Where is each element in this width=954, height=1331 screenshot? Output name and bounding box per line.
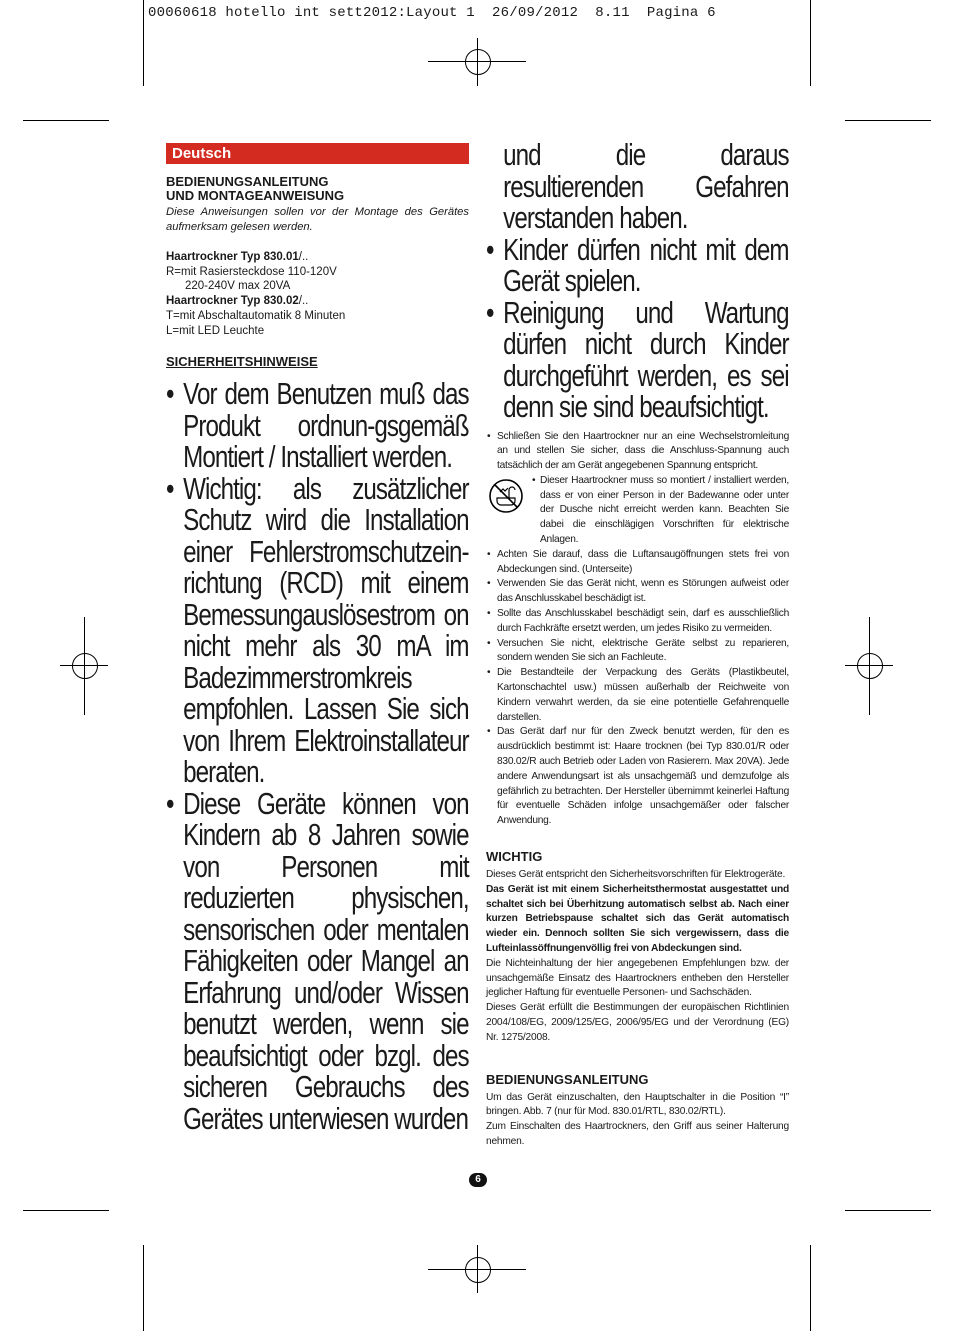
list-item: • Sollte das Anschlusskabel beschädigt sein, darf es ausschließlich durch Fachkräfte ersetzt werden, um jedes Risiko zu vermeiden. xyxy=(486,607,789,637)
safety-list-continued xyxy=(486,139,789,423)
paragraph: Um das Gerät einzuschalten, den Hauptschalter in die Position “I” bringen. Abb. 7 (nur für Mod. 830.01/RTL, 830.02/RTL). xyxy=(486,1091,789,1118)
crop-mark xyxy=(810,0,811,86)
paragraph: Zum Einschalten des Haartrockners, den Griff aus seiner Halterung nehmen. xyxy=(486,1121,789,1147)
registration-circle xyxy=(465,49,491,75)
model-2-line: T=mit Abschaltautomatik 8 Minuten xyxy=(166,309,346,322)
model-1-line: R=mit Rasiersteckdose 110-120V xyxy=(166,265,337,278)
registration-circle xyxy=(857,653,883,679)
left-column xyxy=(166,175,469,1134)
list-item: • Die Bestandteile der Verpackung des Geräts (Plastikbeutel, Kartonschachtel usw.) müssen außerhalb der Reichweite von Kindern verwahrt werden, da sie eine potentielle Gefahrenquelle darstellen. xyxy=(486,666,789,725)
list-item: • Das Gerät darf nur für den Zweck benutzt werden, für den es ausdrücklich bestimmt ist: Haare trocknen (bei Typ 830.01/R oder 830.02/R auch Betrieb oder Laden von Rasierern. Max 20VA). Jede andere Anwendungsart ist als unsachgemäß und demzufolge als gefährlich zu betrachten. Der Hersteller übernimmt keinerlei Haftung für eventuelle Schäden infolge unsachgemäßer oder falscher Anwendung. xyxy=(486,725,789,829)
list-item: • Achten Sie darauf, dass die Luftansaugöffnungen stets frei von Abdeckungen sind. (Unterseite) xyxy=(486,548,789,578)
safety-list xyxy=(166,378,469,1134)
crop-mark xyxy=(23,120,109,121)
list-item: • Versuchen Sie nicht, elektrische Geräte selbst zu reparieren, sondern wenden Sie sich an Fachleute. xyxy=(486,637,789,667)
list-item: • Schließen Sie den Haartrockner nur an eine Wechselstromleitung an und stellen Sie sicher, dass die Anschluss-Spannung auch tatsächlich der am Gerät angegebenen Spannung entspricht. xyxy=(486,430,789,474)
wichtig-heading: WICHTIG xyxy=(486,849,543,865)
registration-circle xyxy=(465,1257,491,1283)
right-column xyxy=(486,139,789,1150)
list-item: • Wichtig: als zusätzlicher Schutz wird die Installation einer Fehlerstromschutzein-richtung (RCD) mit einem Bemessungauslösestrom on nicht mehr als 30 mA im Badezimmerstromkreis empfohlen. Lassen Sie sich von Ihrem Elektroinstallateur beraten. xyxy=(166,473,469,788)
language-label: Deutsch xyxy=(172,145,232,162)
page-number: 6 xyxy=(469,1173,487,1187)
crop-mark xyxy=(143,1245,144,1331)
crop-mark xyxy=(143,0,144,86)
manual-subtitle: UND MONTAGEANWEISUNG xyxy=(166,188,345,203)
paragraph: Das Gerät ist mit einem Sicherheitsthermostat ausgestattet und schaltet sich bei Überhitzung automatisch selbst ab. Nach einer kurzen Betriebspause schaltet sich das Gerät automatisch wieder ein. Dennoch sollten Sie sich vergewissern, dass die Lufteinlassöffnungenvöllig frei von Abdeckungen sind. xyxy=(486,883,789,954)
list-item: • Diese Geräte können von Kindern ab 8 Jahren sowie von Personen mit reduzierten physischen, sensorischen oder mentalen Fähigkeiten oder Mangel an Erfahrung und/oder Wissen benutzt werden, wenn sie beaufsichtigt oder bzgl. des sicheren Gebrauchs des Gerätes unterwiesen wurden xyxy=(166,788,469,1135)
crop-mark xyxy=(23,1210,109,1211)
model-2: Haartrockner Typ 830.02/.. xyxy=(166,295,309,308)
list-item: • Verwenden Sie das Gerät nicht, wenn es Störungen aufweist oder das Anschlusskabel beschädigt ist. xyxy=(486,577,789,607)
crop-mark xyxy=(845,120,931,121)
model-1: Haartrockner Typ 830.01/.. xyxy=(166,251,309,263)
model-2-line: L=mit LED Leuchte xyxy=(166,324,265,337)
model-1-line: 220-240V max 20VA xyxy=(185,280,291,293)
paragraph: Dieses Gerät erfüllt die Bestimmungen der europäischen Richtlinien 2004/108/EG, 2009/125/EG, 2006/95/EG und der Verordnung (EG) Nr. 1275/2008. xyxy=(486,1002,789,1043)
language-header xyxy=(166,143,469,164)
registration-circle xyxy=(72,653,98,679)
paragraph: Dieses Gerät entspricht den Sicherheitsvorschriften für Elektrogeräte. xyxy=(486,869,786,881)
safety-heading: SICHERHEITSHINWEISE xyxy=(166,354,318,370)
paragraph: Die Nichteinhaltung der hier angegebenen Empfehlungen bzw. der unsachgemäße Einsatz des Haartrockners entheben den Hersteller jeglicher Haftung für eventuelle Personen- und Sachschäden. xyxy=(486,957,789,999)
list-item: • Reinigung und Wartung dürfen nicht durch Kinder durchgeführt werden, es sei denn sie sind beaufsichtigt. xyxy=(486,297,789,423)
print-slug: 00060618 hotello int sett2012:Layout 1 26/09/2012 8.11 Pagina 6 xyxy=(148,5,716,21)
operation-heading: BEDIENUNGSANLEITUNG xyxy=(486,1071,649,1087)
no-bath-warning-icon xyxy=(488,478,524,514)
crop-mark xyxy=(845,1210,931,1211)
manual-title: BEDIENUNGSANLEITUNG xyxy=(166,174,329,189)
list-item-continued: und die daraus resultierenden Gefahren verstanden haben. xyxy=(503,137,789,235)
list-item: • Vor dem Benutzen muß das Produkt ordnun-gsgemäß Montiert / Installiert werden. xyxy=(166,378,469,473)
list-item: • Kinder dürfen nicht mit dem Gerät spielen. xyxy=(486,234,789,297)
intro-text: Diese Anweisungen sollen vor der Montage des Gerätes aufmerksam gelesen werden. xyxy=(166,206,469,233)
safety-notes xyxy=(486,430,789,830)
list-item: • Dieser Haartrockner muss so montiert / installiert werden, dass er von einer Person in der Badewanne oder unter der Dusche nicht erreicht werden kann. Beachten Sie dabei die einschlägigen Vorschriften für elektrische Anlagen. xyxy=(486,474,789,548)
crop-mark xyxy=(810,1245,811,1331)
